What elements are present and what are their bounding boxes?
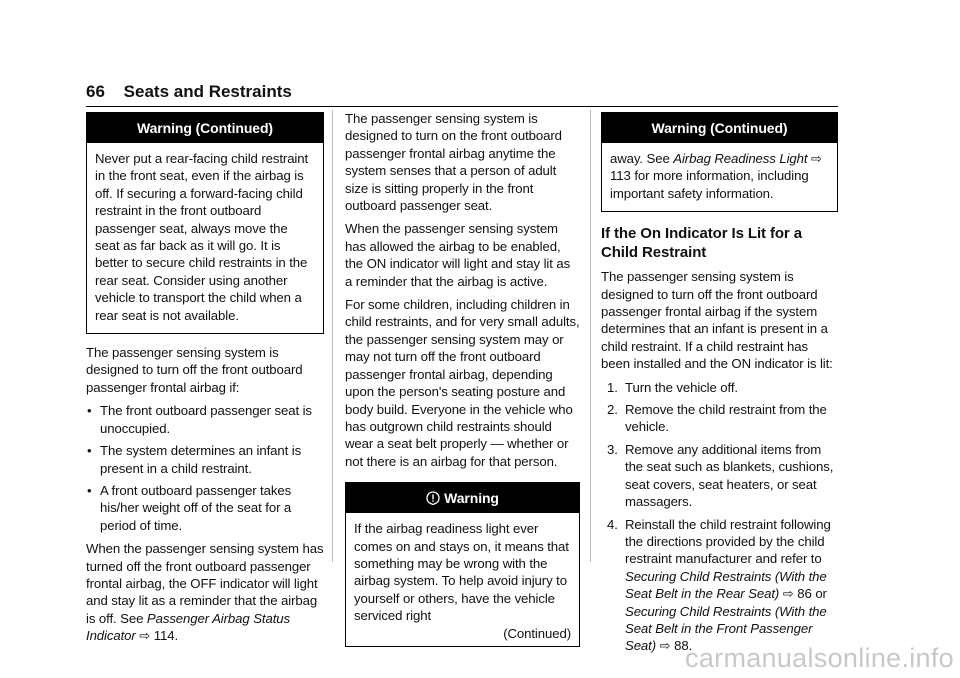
list-item: • A front outboard passenger takes his/her weight off of the seat for a period of time. bbox=[87, 482, 292, 533]
bullet-icon: • bbox=[87, 443, 92, 459]
paragraph: When the passenger sensing system has turned off the front outboard passenger frontal airbag, the OFF indicator will light and stay lit as a reminder that the airbag is off. See Passenger Airbag Status Indicator ⇨ 114. bbox=[86, 541, 324, 644]
warning-body: away. See Airbag Readiness Light ⇨ 113 for more information, including important safety information. bbox=[610, 151, 822, 201]
warning-title: Warning (Continued) bbox=[602, 113, 837, 143]
list-item: 1. Turn the vehicle off. bbox=[607, 379, 738, 395]
paragraph: The passenger sensing system is designed to turn off the front outboard passenger frontal airbag if: bbox=[86, 345, 303, 395]
bullet-list bbox=[86, 402, 324, 534]
paragraph: The passenger sensing system is designed to turn on the front outboard passenger frontal airbag anytime the system senses that a person of adult size is sitting properly in the front outboard passenger seat. bbox=[345, 111, 562, 214]
watermark: carmanualsonline.info bbox=[685, 643, 954, 673]
page-header bbox=[86, 82, 838, 107]
continued-label: (Continued) bbox=[503, 625, 571, 641]
page-reference[interactable]: ⇨ 88. bbox=[659, 638, 693, 654]
warning-title: Warning bbox=[346, 483, 579, 513]
warning-title: Warning (Continued) bbox=[87, 113, 323, 143]
list-item: • The system determines an infant is present in a child restraint. bbox=[87, 443, 302, 476]
paragraph: The passenger sensing system is designed to turn off the front outboard passenger frontal airbag if the system determines that an infant is present in a child restraint. If a child restraint has been installed and the ON indicator is lit: bbox=[601, 269, 833, 372]
list-item: 3. Remove any additional items from the seat such as blankets, cushions, seat covers, seat heaters, or seat massagers. bbox=[607, 441, 834, 510]
warning-box-continued-1 bbox=[86, 112, 324, 334]
column-3 bbox=[601, 110, 838, 660]
page-reference[interactable]: ⇨ 114. bbox=[139, 628, 179, 644]
list-item: 4. Reinstall the child restraint following the directions provided by the child restraint manufacturer and refer to Securing Child Restraints (With the Seat Belt in the Rear Seat) ⇨ 86 or Securing Child Restraints (With the Seat Belt in the Front Passenger Seat) ⇨ 88. bbox=[607, 516, 831, 654]
cross-reference-link[interactable]: Airbag Readiness Light bbox=[673, 151, 808, 166]
cross-reference-link[interactable]: Securing Child Restraints (With the Seat Belt in the Rear Seat) bbox=[625, 568, 827, 602]
warning-icon bbox=[426, 491, 440, 505]
column-2 bbox=[345, 110, 580, 647]
cross-reference-link[interactable]: Passenger Airbag Status Indicator bbox=[86, 610, 290, 644]
numbered-list bbox=[601, 379, 838, 655]
warning-body: Never put a rear-facing child restraint in the front seat, even if the airbag is off. If securing a forward-facing child restraint in the front outboard passenger seat, always move the seat as far back as it will go. It is better to secure child restraints in the rear seat. Consider using another vehicle to transport the child when a rear seat is not available. bbox=[95, 151, 309, 323]
cross-reference-link[interactable]: Securing Child Restraints (With the Seat Belt in the Front Passenger Seat) bbox=[625, 603, 827, 654]
list-item: • The front outboard passenger seat is unoccupied. bbox=[87, 403, 312, 436]
column-divider bbox=[590, 110, 591, 562]
bullet-icon: • bbox=[87, 403, 92, 419]
column-divider bbox=[332, 110, 333, 562]
column-1 bbox=[86, 110, 324, 651]
page-reference[interactable]: ⇨ 86 bbox=[782, 586, 812, 602]
warning-body: If the airbag readiness light ever comes on and stays on, it means that something may be wrong with the airbag system. To help avoid injury to yourself or others, have the vehicle serviced right (Continued) bbox=[354, 521, 571, 641]
bullet-icon: • bbox=[87, 482, 92, 498]
section-title: Seats and Restraints bbox=[123, 82, 292, 101]
paragraph: When the passenger sensing system has allowed the airbag to be enabled, the ON indicator will light and stay lit as a reminder that the airbag is active. bbox=[345, 221, 571, 289]
warning-box bbox=[345, 482, 580, 647]
section-heading: If the On Indicator Is Lit for a Child Restraint bbox=[601, 225, 802, 262]
list-item: 2. Remove the child restraint from the vehicle. bbox=[607, 402, 827, 435]
page-number: 66 bbox=[86, 82, 105, 101]
paragraph: For some children, including children in child restraints, and for very small adults, the passenger sensing system may or may not turn off the front outboard passenger frontal airbag, depending upon the person's seating posture and body build. Everyone in the vehicle who has outgrown child restraints should wear a seat belt properly — whether or not there is an airbag for that person. bbox=[345, 297, 580, 469]
page-reference[interactable]: ⇨ 113 bbox=[610, 151, 822, 184]
warning-box-continued-2 bbox=[601, 112, 838, 212]
